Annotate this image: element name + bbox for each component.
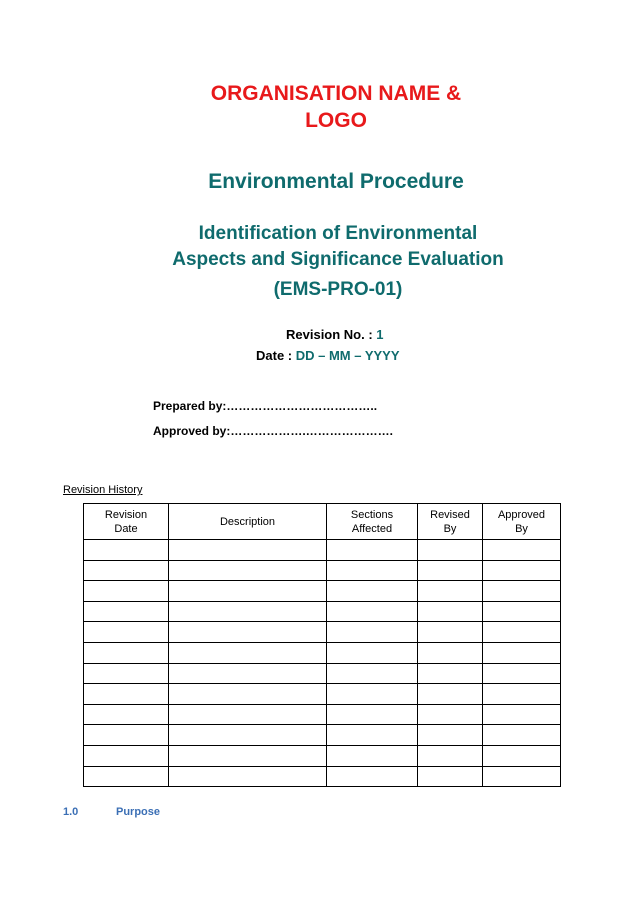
table-cell <box>418 642 483 663</box>
table-cell <box>418 560 483 581</box>
table-cell <box>418 601 483 622</box>
table-cell <box>418 704 483 725</box>
table-cell <box>327 663 418 684</box>
table-row <box>84 601 561 622</box>
table-cell <box>418 540 483 561</box>
table-cell <box>483 766 561 787</box>
revision-label: Revision No. : <box>286 327 377 342</box>
org-line-1: ORGANISATION NAME & <box>210 82 462 105</box>
table-cell <box>483 725 561 746</box>
table-cell <box>84 725 169 746</box>
table-cell <box>84 663 169 684</box>
table-cell <box>84 601 169 622</box>
table-cell <box>483 560 561 581</box>
table-cell <box>84 540 169 561</box>
table-cell <box>169 622 327 643</box>
column-header: Sections Affected <box>327 504 418 540</box>
table-cell <box>327 540 418 561</box>
column-header: Approved By <box>483 504 561 540</box>
table-cell <box>327 684 418 705</box>
subtitle-line-2: Aspects and Significance Evaluation <box>172 249 504 270</box>
table-cell <box>169 560 327 581</box>
table-cell <box>483 581 561 602</box>
table-row <box>84 642 561 663</box>
table-cell <box>169 745 327 766</box>
column-header: Revision Date <box>84 504 169 540</box>
subtitle-line-1: Identification of Environmental <box>198 223 478 244</box>
procedure-title: Environmental Procedure <box>208 170 464 193</box>
table-row <box>84 622 561 643</box>
org-line-2: LOGO <box>305 109 367 132</box>
table-cell <box>418 663 483 684</box>
revision-history-title: Revision History <box>63 484 143 496</box>
table-cell <box>169 581 327 602</box>
table-row <box>84 745 561 766</box>
approved-dots: ……………….…………………. <box>230 424 394 438</box>
table-cell <box>483 684 561 705</box>
table-cell <box>327 642 418 663</box>
prepared-label: Prepared by: <box>153 399 227 413</box>
table-cell <box>483 663 561 684</box>
table-row <box>84 704 561 725</box>
document-code: (EMS-PRO-01) <box>273 279 403 300</box>
table-cell <box>327 581 418 602</box>
revision-number <box>286 327 384 342</box>
table-cell <box>84 560 169 581</box>
table-cell <box>169 601 327 622</box>
table-cell <box>84 622 169 643</box>
table-cell <box>418 581 483 602</box>
revision-date <box>256 348 400 363</box>
table-cell <box>483 642 561 663</box>
table-header-row <box>84 504 561 540</box>
organisation-name <box>0 80 638 134</box>
table-cell <box>483 601 561 622</box>
table-cell <box>84 581 169 602</box>
table-cell <box>327 622 418 643</box>
table-cell <box>483 540 561 561</box>
table-cell <box>327 725 418 746</box>
approved-by <box>153 424 393 438</box>
table-cell <box>418 725 483 746</box>
approved-label: Approved by: <box>153 424 231 438</box>
table-cell <box>169 704 327 725</box>
table-cell <box>327 601 418 622</box>
table-row <box>84 560 561 581</box>
table-cell <box>84 684 169 705</box>
section-title: Purpose <box>116 806 161 818</box>
table-cell <box>169 684 327 705</box>
table-cell <box>84 704 169 725</box>
date-label: Date : <box>256 348 296 363</box>
table-cell <box>169 540 327 561</box>
table-cell <box>84 642 169 663</box>
table-row <box>84 725 561 746</box>
table-cell <box>418 766 483 787</box>
table-cell <box>84 766 169 787</box>
table-body <box>84 540 561 787</box>
table-cell <box>418 745 483 766</box>
table-cell <box>169 766 327 787</box>
revision-value: 1 <box>376 327 384 342</box>
prepared-dots: ……………………………….. <box>226 399 378 413</box>
table-cell <box>483 745 561 766</box>
table-cell <box>169 663 327 684</box>
table-cell <box>327 560 418 581</box>
column-header: Revised By <box>418 504 483 540</box>
table-cell <box>483 622 561 643</box>
table-row <box>84 540 561 561</box>
table-cell <box>327 745 418 766</box>
table-cell <box>418 622 483 643</box>
section-number: 1.0 <box>63 806 79 818</box>
table-row <box>84 663 561 684</box>
table-cell <box>327 704 418 725</box>
date-value: DD – MM – YYYY <box>295 348 400 363</box>
table-row <box>84 766 561 787</box>
revision-history-table <box>83 503 561 787</box>
column-header: Description <box>169 504 327 540</box>
procedure-subtitle <box>0 221 638 303</box>
table-row <box>84 684 561 705</box>
table-cell <box>169 725 327 746</box>
table-cell <box>483 704 561 725</box>
table-row <box>84 581 561 602</box>
table-cell <box>84 745 169 766</box>
prepared-by <box>153 399 377 413</box>
table-cell <box>169 642 327 663</box>
table-cell <box>327 766 418 787</box>
table-cell <box>418 684 483 705</box>
